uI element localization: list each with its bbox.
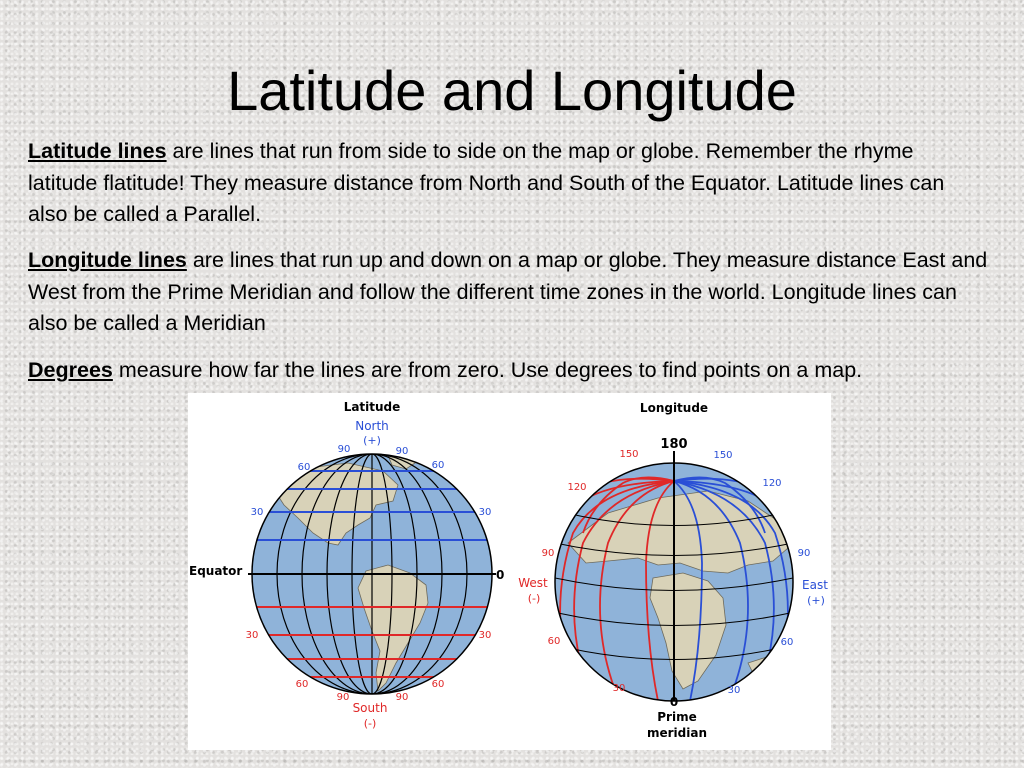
- latitude-paragraph: [28, 136, 988, 231]
- lon-label-120-east: 120: [762, 478, 782, 489]
- equator-label: Equator: [189, 564, 243, 578]
- lat-label-60-south-left: 60: [295, 679, 309, 690]
- lat-label-30-south-right: 30: [478, 630, 492, 641]
- lon-label-30-west: 30: [612, 683, 626, 694]
- lat-label-90-south-right: 90: [395, 692, 409, 703]
- lon-label-180: 180: [660, 437, 688, 452]
- prime-label-line1: Prime: [657, 710, 697, 724]
- lat-label-30-south-left: 30: [245, 630, 259, 641]
- south-sign: (-): [363, 717, 377, 730]
- longitude-paragraph: [28, 245, 988, 340]
- west-label: West: [518, 576, 548, 590]
- globes-diagram: [188, 393, 831, 750]
- prime-label-line2: meridian: [646, 726, 708, 740]
- lon-label-90-east: 90: [797, 548, 811, 559]
- lon-label-60-west: 60: [547, 636, 561, 647]
- degrees-term: Degrees: [28, 358, 113, 382]
- east-label: East: [802, 578, 828, 592]
- equator-zero-label: 0: [496, 568, 505, 582]
- latitude-term: Latitude lines: [28, 139, 167, 163]
- north-sign: (+): [363, 434, 381, 447]
- degrees-paragraph: [28, 355, 988, 387]
- longitude-description: are lines that run up and down on a map or globe. They measure distance East and West from the Prime Meridian and follow the different time zones in the world. Longitude lines can also be called a Meridian: [28, 248, 988, 335]
- lat-label-90-left: 90: [337, 444, 351, 455]
- lon-label-120-west: 120: [567, 482, 587, 493]
- lat-label-90-south-left: 90: [336, 692, 350, 703]
- lon-label-90-west: 90: [541, 548, 555, 559]
- south-label: South: [352, 701, 388, 715]
- lat-label-30-north-right: 30: [478, 507, 492, 518]
- longitude-heading: Longitude: [639, 401, 709, 415]
- north-label: North: [355, 419, 389, 433]
- lat-label-60-south-right: 60: [431, 679, 445, 690]
- degrees-description: measure how far the lines are from zero. Use degrees to find points on a map.: [112, 358, 863, 382]
- longitude-globe: [518, 401, 828, 740]
- latitude-description: are lines that run from side to side on the map or globe. Remember the rhyme latitude flatitude! They measure distance from North and South of the Equator. Latitude lines can also be called a Parallel.: [28, 139, 945, 226]
- lat-label-60-north-left: 60: [297, 462, 311, 473]
- lon-label-150-east: 150: [713, 450, 733, 461]
- lat-label-90-right: 90: [395, 446, 409, 457]
- lon-label-150-west: 150: [619, 449, 639, 460]
- longitude-term: Longitude lines: [28, 248, 187, 272]
- east-sign: (+): [807, 594, 825, 607]
- latitude-heading: Latitude: [343, 400, 401, 414]
- lat-label-30-north-left: 30: [250, 507, 264, 518]
- west-sign: (-): [527, 592, 541, 605]
- globes-figure: [188, 393, 831, 750]
- lon-label-30-east: 30: [727, 685, 741, 696]
- latitude-globe: [189, 400, 504, 730]
- lat-label-60-north-right: 60: [431, 460, 445, 471]
- slide-title: Latitude and Longitude: [227, 58, 797, 122]
- prime-zero-label: 0: [669, 695, 679, 709]
- lon-label-60-east: 60: [780, 637, 794, 648]
